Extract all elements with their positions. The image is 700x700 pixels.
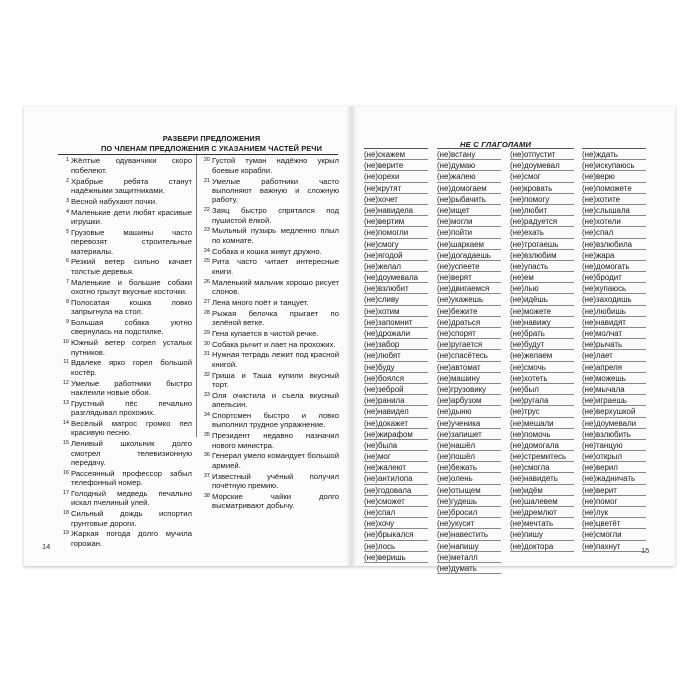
sentence-text: Жаркая погода долго мучила горожан.	[71, 529, 192, 548]
sentence-text: Голодный медведь печально искал пчелиный улей.	[71, 489, 192, 508]
verb-cell: (не)жалеют	[364, 462, 428, 473]
sentences-column-1	[58, 155, 192, 548]
verb-cell: (не)двигаемся	[437, 283, 501, 294]
verb-cell: (не)доумевала	[364, 272, 428, 283]
verb-cell: (не)мешали	[510, 418, 574, 429]
verb-cell: (не)пишу	[510, 529, 574, 540]
verb-cell: (не)нашёл	[437, 440, 501, 451]
verb-cell: (не)мечтать	[510, 518, 574, 529]
verb-cell: (не)ругала	[510, 395, 574, 406]
verb-cell: (не)навестить	[437, 529, 501, 540]
sentence-text: Мыльный пузырь медленно плыл по комнате.	[212, 226, 339, 245]
sentence-number: 25	[203, 258, 210, 265]
verb-cell: (не)ранила	[364, 395, 428, 406]
verb-cell: (не)упасть	[510, 261, 574, 272]
verb-cell: (не)веришь	[364, 552, 428, 563]
sentence-text: Рита часто читает интересные книги.	[212, 257, 339, 276]
verb-cell: (не)жадничать	[582, 473, 646, 484]
verb-cell: (не)встану	[437, 149, 501, 160]
sentence-item	[197, 257, 339, 276]
verb-cell: (не)помочь	[510, 429, 574, 440]
verb-cell: (не)дремлют	[510, 507, 574, 518]
sentence-text: Оля очистила и съела вкусный апельсин.	[212, 390, 339, 410]
verb-column-4	[582, 148, 646, 552]
sentence-item	[197, 177, 339, 205]
open-workbook	[24, 106, 675, 573]
verb-cell: (не)взлюбила	[582, 239, 646, 250]
verb-cell: (не)трус	[510, 406, 574, 417]
verb-cell: (не)металл	[437, 552, 501, 563]
sentence-item	[58, 338, 192, 357]
verb-cell: (не)играешь	[582, 395, 646, 406]
verb-cell: (не)любит	[510, 205, 574, 216]
verb-cell: (не)рычать	[582, 339, 646, 350]
verb-cell: (не)домогаем	[437, 183, 501, 194]
sentence-number: 19	[62, 530, 69, 537]
sentence-item	[58, 469, 192, 488]
verb-cell: (не)машину	[437, 373, 501, 384]
sentence-number: 11	[63, 359, 69, 366]
verb-cell: (не)автомат	[437, 362, 501, 373]
verb-cell: (не)шаркаем	[437, 239, 501, 250]
verb-cell: (не)любят	[364, 350, 428, 361]
verb-cell: (не)ем	[510, 272, 574, 283]
sentence-number: 9	[65, 319, 69, 326]
sentence-item	[58, 379, 192, 398]
sentence-item	[197, 247, 339, 256]
verb-cell: (не)идёшь	[510, 294, 574, 305]
sentence-text: Нужная тетрадь лежит под красной книгой.	[212, 350, 339, 369]
verb-cell: (не)рыбачить	[437, 194, 501, 205]
sentence-number: 36	[203, 452, 210, 459]
verb-cell: (не)отыщем	[437, 485, 501, 496]
verb-cell: (не)апреля	[582, 362, 646, 373]
verb-cell: (не)помогу	[510, 194, 574, 205]
sentence-number: 38	[203, 492, 210, 499]
sentence-item	[58, 228, 192, 256]
left-page	[24, 106, 352, 566]
sentence-text: Маленькие дети любят красивые игрушки.	[71, 207, 192, 226]
verb-cell: (не)мог	[364, 451, 428, 462]
verb-cell: (не)годовала	[364, 485, 428, 496]
sentence-item	[58, 529, 192, 548]
sentence-item	[58, 208, 192, 227]
sentence-item	[197, 156, 339, 175]
sentence-item	[197, 278, 339, 297]
sentence-item	[58, 358, 192, 377]
sentence-text: Маленький мальчик хорошо рисует слонов.	[212, 277, 339, 297]
verb-cell: (не)вертим	[364, 216, 428, 227]
verb-cell: (не)верит	[582, 485, 646, 496]
sentence-number: 7	[65, 278, 69, 285]
verb-cell: (не)смогли	[582, 529, 646, 540]
verb-cell: (не)крутят	[364, 183, 428, 194]
sentence-number: 16	[62, 469, 69, 476]
sentence-text: Морские чайки долго высматривают добычу.	[212, 491, 339, 511]
right-page-title: НЕ С ГЛАГОЛАМИ	[460, 140, 532, 149]
sentence-number: 1	[65, 157, 69, 164]
verb-cell: (не)взлюбим	[510, 250, 574, 261]
right-page	[352, 106, 675, 573]
verb-cell: (не)доумевали	[582, 418, 646, 429]
verb-cell: (не)мычала	[582, 384, 646, 395]
verb-cell: (не)взлюбит	[364, 283, 428, 294]
verb-cell: (не)ягодой	[364, 250, 428, 261]
verb-cell: (не)искупаюсь	[582, 160, 646, 171]
sentence-number: 22	[203, 207, 210, 214]
sentence-number: 6	[65, 258, 69, 265]
verb-cell: (не)хочу	[364, 518, 428, 529]
sentence-item	[197, 431, 339, 450]
verb-column-3	[510, 148, 574, 552]
verb-cell: (не)навижу	[510, 317, 574, 328]
verb-cell: (не)желал	[364, 261, 428, 272]
verb-cell: (не)запомнит	[364, 317, 428, 328]
sentence-number: 31	[203, 351, 210, 358]
verb-cell: (не)можете	[510, 306, 574, 317]
sentence-item	[58, 156, 192, 175]
sentence-number: 14	[62, 420, 69, 427]
verb-cell: (не)трогаешь	[510, 239, 574, 250]
verb-cell: (не)лает	[582, 350, 646, 361]
verb-cell: (не)жара	[582, 250, 646, 261]
title-line-1: РАЗБЕРИ ПРЕДЛОЖЕНИЯ	[162, 134, 261, 143]
verb-cell: (не)стремитесь	[510, 451, 574, 462]
verb-cell: (не)отпустит	[510, 149, 574, 160]
sentence-number: 3	[65, 197, 69, 204]
verb-cell: (не)бродит	[582, 272, 646, 283]
page-number-right: 15	[641, 546, 650, 555]
verb-cell: (не)брыкался	[364, 529, 428, 540]
verb-cell: (не)была	[364, 440, 428, 451]
verb-cell: (не)хотите	[582, 194, 646, 205]
verb-cell: (не)хочет	[364, 194, 428, 205]
verb-cell: (не)ехать	[510, 227, 574, 238]
verb-cell: (не)лук	[582, 507, 646, 518]
sentence-item	[197, 340, 339, 349]
verb-cell: (не)грузовику	[437, 384, 501, 395]
sentence-number: 32	[203, 371, 210, 378]
sentence-text: Маленькие и большие собаки охотно грызут вкусные косточки.	[71, 277, 192, 297]
title-line-2: ПО ЧЛЕНАМ ПРЕДЛОЖЕНИЯ С УКАЗАНИЕМ ЧАСТЕЙ РЕЧИ	[101, 144, 322, 153]
sentence-number: 15	[62, 440, 69, 447]
page-number-left: 14	[42, 542, 51, 551]
verb-cell: (не)поможете	[582, 183, 646, 194]
sentence-item	[58, 318, 192, 337]
verb-cell: (не)смогла	[510, 462, 574, 473]
sentence-item	[197, 206, 339, 225]
verb-cell: (не)лью	[510, 283, 574, 294]
sentence-number: 26	[203, 278, 210, 285]
verb-cell: (не)жирафом	[364, 429, 428, 440]
verb-cell: (не)ругается	[437, 339, 501, 350]
verb-cell: (не)верите	[364, 160, 428, 171]
verb-cell: (не)навидела	[364, 205, 428, 216]
sentence-item	[58, 197, 192, 206]
book-spine	[346, 106, 358, 566]
verb-cell: (не)спасётесь	[437, 350, 501, 361]
verb-cell: (не)домогала	[510, 440, 574, 451]
sentence-text: Густой туман надёжно укрыл боевые корабли.	[212, 156, 339, 175]
verb-cell: (не)будут	[510, 339, 574, 350]
sentence-number: 29	[203, 329, 210, 336]
sentence-text: Ленивый школьник долго смотрел телевизионную передачу.	[71, 439, 192, 468]
verb-cell: (не)зеброй	[364, 384, 428, 395]
verb-cell: (не)докажет	[364, 418, 428, 429]
sentences-table	[58, 154, 339, 548]
verb-cell: (не)думаю	[437, 160, 501, 171]
verb-cell: (не)думать	[437, 563, 501, 574]
sentence-text: Умелые работники быстро наклеили новые обои.	[71, 378, 192, 398]
sentence-text: Гена купается в чистой речке.	[212, 328, 319, 338]
verb-cell: (не)слышала	[582, 205, 646, 216]
verb-cell: (не)взлюбить	[582, 429, 646, 440]
verb-cell: (не)радуется	[510, 216, 574, 227]
verb-cell: (не)заходишь	[582, 294, 646, 305]
verb-cell: (не)сможет	[364, 496, 428, 507]
sentence-text: Весной набухают почки.	[71, 196, 158, 206]
verb-cell: (не)орехи	[364, 171, 428, 182]
verb-cell: (не)лось	[364, 541, 428, 552]
sentence-text: Рыжая белочка прыгает по зелёной ветке.	[212, 308, 339, 328]
verb-cell: (не)желаем	[510, 350, 574, 361]
verb-cell: (не)скажем	[364, 149, 428, 160]
sentence-number: 23	[203, 227, 210, 234]
verb-cell: (не)доктора	[510, 541, 574, 552]
sentence-number: 10	[62, 339, 69, 346]
sentence-item	[197, 371, 339, 390]
verb-cell: (не)укажешь	[437, 294, 501, 305]
sentence-text: Южный ветер согрел усталых путников.	[71, 338, 192, 357]
verb-cell: (не)хотели	[582, 216, 646, 227]
verb-cell: (не)хотеть	[510, 373, 574, 384]
verb-cell: (не)боялся	[364, 373, 428, 384]
verb-cell: (не)навидят	[582, 317, 646, 328]
verb-cell: (не)можешь	[582, 373, 646, 384]
sentence-item	[197, 472, 339, 491]
sentence-number: 13	[62, 399, 69, 406]
sentence-number: 21	[203, 177, 210, 184]
verb-cell: (не)цветёт	[582, 518, 646, 529]
verb-cell: (не)танцую	[582, 440, 646, 451]
verb-cell: (не)купаюсь	[582, 283, 646, 294]
sentence-text: Сильный дождь испортил грунтовые дороги.	[71, 509, 192, 528]
sentence-number: 37	[203, 472, 210, 479]
sentence-item	[58, 257, 192, 276]
sentence-item	[58, 419, 192, 438]
sentence-item	[58, 439, 192, 467]
verb-cell: (не)был	[510, 384, 574, 395]
sentence-item	[197, 391, 339, 410]
sentence-item	[58, 278, 192, 297]
sentence-text: Рассеянный профессор забыл телефонный номер.	[71, 468, 192, 488]
verb-cell: (не)догадаешь	[437, 250, 501, 261]
verb-cell: (не)домогать	[582, 261, 646, 272]
sentence-text: Гриша и Таша купили вкусный торт.	[212, 370, 339, 390]
verb-cell: (не)дрожали	[364, 328, 428, 339]
verb-cell: (не)верят	[437, 272, 501, 283]
verb-cell: (не)ищет	[437, 205, 501, 216]
verb-cell: (не)арбузом	[437, 395, 501, 406]
verb-cell: (не)забор	[364, 339, 428, 350]
verb-cell: (не)смог	[510, 171, 574, 182]
verb-cell: (не)спал	[364, 507, 428, 518]
verb-cell: (не)хотим	[364, 306, 428, 317]
verb-column-1	[364, 148, 428, 563]
sentence-text: Храбрые ребята станут надёжными защитниками.	[71, 176, 192, 195]
verb-cell: (не)идём	[510, 485, 574, 496]
verb-cell: (не)верхушкой	[582, 406, 646, 417]
verb-cell: (не)напишу	[437, 541, 501, 552]
sentence-number: 28	[203, 309, 210, 316]
sentence-item	[58, 509, 192, 528]
sentence-item	[58, 399, 192, 418]
sentence-item	[58, 177, 192, 196]
sentence-item	[197, 411, 339, 430]
sentence-text: Весёлый матрос громко пел красивую песню.	[71, 419, 192, 438]
sentence-text: Собака и кошка живут дружно.	[212, 246, 322, 256]
sentence-number: 5	[65, 228, 69, 235]
verb-cell: (не)верю	[582, 171, 646, 182]
sentence-text: Полосатая кошка ловко запрыгнула на стол.	[71, 297, 192, 317]
verb-cell: (не)ждать	[582, 149, 646, 160]
verb-cell: (не)пошёл	[437, 451, 501, 462]
sentence-text: Лена много поёт и танцует.	[212, 297, 309, 307]
sentence-number: 35	[203, 432, 210, 439]
verb-cell: (не)кровать	[510, 183, 574, 194]
verb-cell: (не)могли	[437, 216, 501, 227]
sentence-number: 8	[65, 298, 69, 305]
verb-cell: (не)открыл	[582, 451, 646, 462]
sentence-text: Заяц быстро спрятался под пушистой ёлкой.	[212, 206, 339, 225]
verb-cell: (не)доумевал	[510, 160, 574, 171]
verb-cell: (не)спорят	[437, 328, 501, 339]
verb-cell: (не)навидел	[364, 406, 428, 417]
sentence-item	[197, 492, 339, 511]
sentence-text: Президент недавно назначил нового министра.	[212, 431, 339, 450]
sentence-number: 30	[203, 340, 210, 347]
verb-cell: (не)помогли	[364, 227, 428, 238]
sentence-text: Грустный пёс печально разглядывал прохожих.	[71, 398, 192, 418]
sentence-item	[58, 489, 192, 508]
sentence-item	[197, 451, 339, 470]
sentence-text: Умелые работники часто выполняют важную и сложную работу.	[212, 176, 339, 205]
sentence-number: 20	[203, 157, 210, 164]
verb-cell: (не)дыню	[437, 406, 501, 417]
verb-cell: (не)навидеть	[510, 473, 574, 484]
verb-cell: (не)бежать	[437, 462, 501, 473]
sentence-item	[197, 298, 339, 307]
verb-cell: (не)смочь	[510, 362, 574, 373]
verb-cell: (не)брать	[510, 328, 574, 339]
verb-cell: (не)пахнут	[582, 541, 646, 552]
sentence-number: 2	[65, 177, 69, 184]
verb-cell: (не)молчат	[582, 328, 646, 339]
verb-cell: (не)бежите	[437, 306, 501, 317]
verb-cell: (не)любишь	[582, 306, 646, 317]
sentence-number: 24	[203, 247, 210, 254]
sentence-number: 17	[62, 490, 69, 497]
sentence-item	[197, 226, 339, 245]
sentence-text: Большая собака уютно свернулась на подстилке.	[71, 318, 192, 337]
verb-cell: (не)пойти	[437, 227, 501, 238]
verb-cell: (не)ученика	[437, 418, 501, 429]
sentence-item	[197, 329, 339, 338]
sentence-text: Вдалеке ярко горел большой костёр.	[71, 358, 192, 377]
sentence-text: Известный учёный получил почётную премию.	[212, 471, 339, 491]
sentences-column-2	[196, 155, 339, 511]
sentence-text: Спортсмен быстро и ловко выполнил трудное упражнение.	[212, 411, 339, 430]
sentence-item	[197, 309, 339, 328]
verb-cell: (не)буду	[364, 362, 428, 373]
verb-cell: (не)помог	[582, 496, 646, 507]
sentence-text: Генерал умело командует большой армией.	[212, 451, 339, 470]
verb-cell: (не)спал	[582, 227, 646, 238]
verb-cell: (не)бросил	[437, 507, 501, 518]
sentence-text: Собака рычит и лает на прохожих.	[212, 339, 336, 349]
verb-cell: (не)верил	[582, 462, 646, 473]
sentence-text: Грузовые машины часто перевозят строительные материалы.	[71, 227, 192, 256]
sentence-number: 12	[62, 379, 69, 386]
verb-cell: (не)драться	[437, 317, 501, 328]
sentence-number: 33	[203, 391, 210, 398]
sentence-number: 4	[65, 208, 69, 215]
verb-cell: (не)запишет	[437, 429, 501, 440]
sentence-number: 27	[203, 298, 210, 305]
verb-column-2	[437, 148, 501, 574]
sentence-text: Резкий ветер сильно качает толстые деревья.	[71, 257, 192, 276]
left-page-title	[70, 134, 353, 154]
sentence-item	[58, 298, 192, 317]
verb-cell: (не)олень	[437, 473, 501, 484]
verb-cell: (не)жалею	[437, 171, 501, 182]
sentence-number: 34	[203, 412, 210, 419]
verb-cell: (не)шалевем	[510, 496, 574, 507]
sentence-text: Жёлтые одуванчики скоро побелеют.	[71, 156, 192, 175]
verb-cell: (не)успеете	[437, 261, 501, 272]
verb-cell: (не)антилопа	[364, 473, 428, 484]
verb-cell: (не)сливу	[364, 294, 428, 305]
verb-cell: (не)гудешь	[437, 496, 501, 507]
sentence-number: 18	[62, 510, 69, 517]
verb-cell: (не)смогу	[364, 239, 428, 250]
sentence-item	[197, 350, 339, 369]
verb-cell: (не)укусит	[437, 518, 501, 529]
